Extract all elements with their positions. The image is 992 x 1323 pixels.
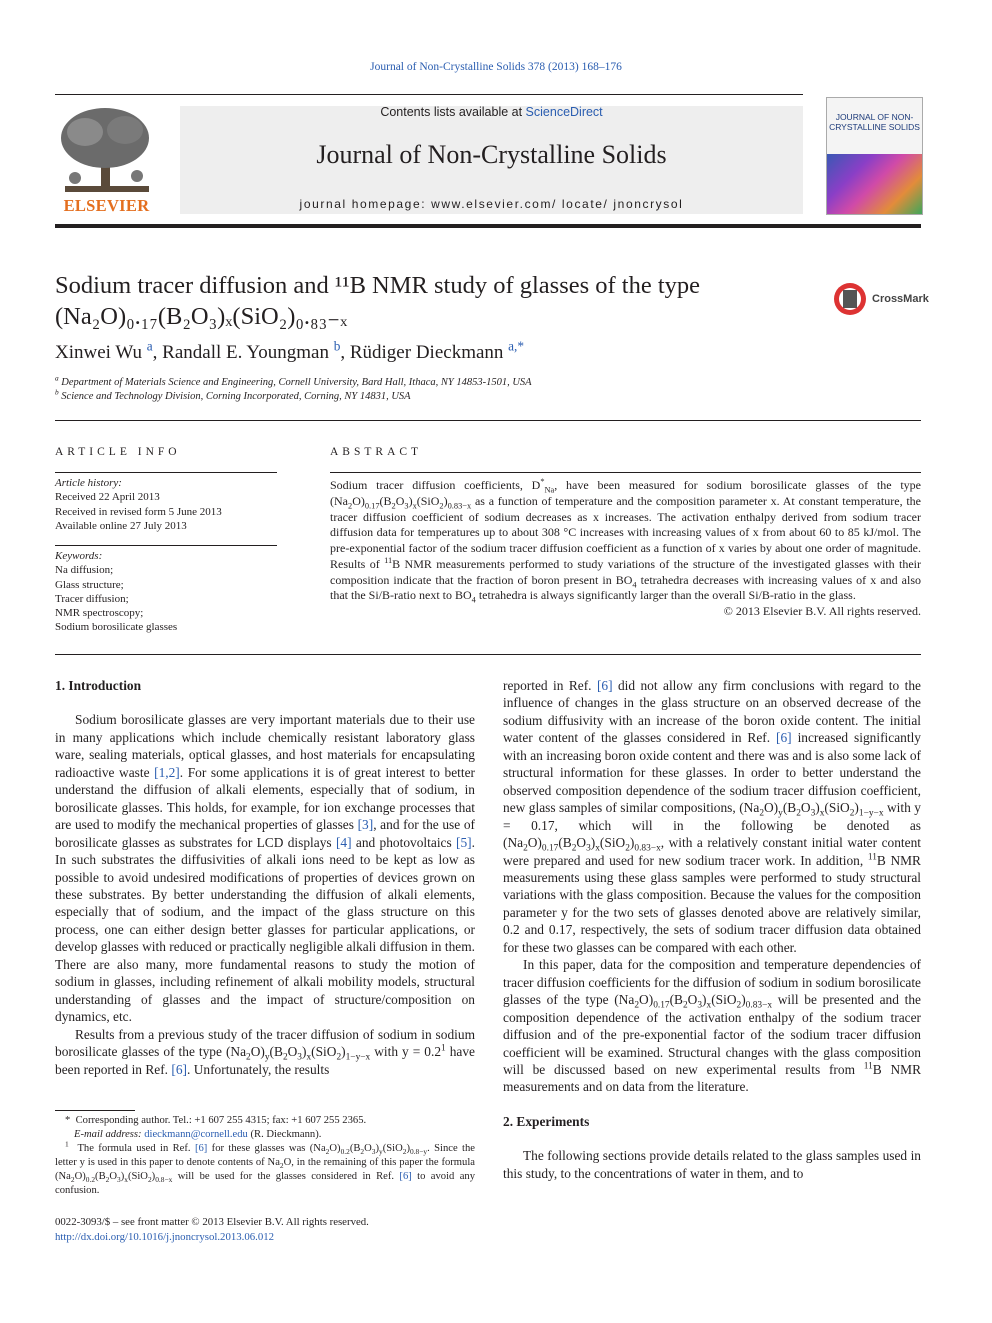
keyword: Tracer diffusion;	[55, 592, 129, 605]
experiments-heading: 2. Experiments	[503, 1113, 590, 1129]
history-item: Received 22 April 2013	[55, 491, 160, 504]
affil-mark: b	[55, 387, 59, 397]
article-title	[55, 270, 815, 332]
elsevier-wordmark: ELSEVIER	[63, 196, 150, 215]
intro-heading: 1. Introduction	[55, 678, 142, 693]
ref-link[interactable]: [6]	[194, 1143, 208, 1155]
journal-cover-image	[826, 97, 923, 215]
ref-link[interactable]: [3]	[357, 817, 374, 833]
right-column	[503, 677, 921, 1182]
affiliation-b	[55, 387, 411, 402]
author-affil-mark[interactable]: b	[333, 338, 341, 354]
ref-link[interactable]: [6]	[596, 678, 613, 693]
paragraph: In this paper, data for the composition and temperature dependencies of tracer diffusion coefficients for the diffusion of sodium in sodium borosilicate glasses of the type $(Na_2O)_{0.17}(B_2O_3)_x(SiO_2)_{0.83-x}$ will be presented and the composition dependence of the activation enthalpy of the sodium tracer diffusion and of the pre-exponential factor of the sodium tracer diffusion coefficient will be examined. Structural changes with the glass composition will be discussed based on new experimental results from $^{11}$B NMR measurements and on data from the literature.	[503, 957, 922, 1095]
footnote-1: $^1$ The formula used in Ref. [6] for these glasses was $(Na_2O)_{0.2}(B_2O_3)_y(SiO_2)_{0.8-y}$. Since the letter y is used in this paper to denote contents of $Na_2O$, in the remaining of this paper the formula $(Na_2O)_{0.2}(B_2O_3)_x(SiO_2)_{0.8-x}$ will be used for the glasses considered in Ref. [6] to avoid any confusion.	[55, 1139, 475, 1197]
keyword: Glass structure;	[55, 578, 124, 591]
footnote-rule	[55, 1110, 135, 1111]
article-info-heading: ARTICLE INFO	[55, 446, 181, 458]
header-thick-rule	[55, 224, 921, 228]
author-name: Randall E. Youngman	[162, 342, 329, 363]
journal-homepage[interactable]: journal homepage: www.elsevier.com/ locate/ jnoncrysol	[299, 197, 684, 211]
footnotes	[55, 1114, 475, 1199]
abstract-rule	[330, 472, 921, 473]
affiliation-a	[55, 373, 532, 388]
footnote-text: Corresponding author. Tel.: +1 607 255 4315; fax: +1 607 255 2365.	[75, 1115, 367, 1126]
ref-link[interactable]: [4]	[335, 834, 352, 850]
abstract-copyright: © 2013 Elsevier B.V. All rights reserved.	[723, 604, 921, 618]
keywords-label: Keywords:	[55, 550, 103, 562]
info-rule	[55, 545, 277, 546]
keyword: NMR spectroscopy;	[55, 607, 144, 620]
affil-mark: a	[55, 373, 59, 383]
paragraph: reported in Ref. [6] did not allow any firm conclusions with regard to the influence of changes in the glass structure on an observed decrease of the sodium diffusivity with an increase of the boron oxide content. The initial water content of the glasses considered in Ref. [6] increased significantly with an increasing boron oxide content and there was and is also some lack of structural information for these glasses. In order to better understand the observed composition dependence of the sodium tracer diffusion coefficient, new glass samples of similar compositions, $(Na_2O)_y(B_2O_3)_x(SiO_2)_{1-y-x}$ with y = 0.17, which will in the following be denoted as $(Na_2O)_{0.17}(B_2O_3)_x(SiO_2)_{0.83-x}$, with a relatively constant initial water content were prepared and used for new sodium tracer work. In addition, $^{11}$B NMR measurements using these glass samples were performed to study structural variations with the glass composition. Because the values for the composition parameter y for the two sets of glasses denoted above are relatively similar, 0.2 and 0.17, respectively, the sets of sodium tracer diffusion data obtained for these two glasses can be compared with each other.	[503, 678, 921, 955]
bottom-info	[55, 1215, 369, 1244]
sciencedirect-link[interactable]: ScienceDirect	[525, 105, 603, 119]
ref-link[interactable]: [6]	[399, 1171, 412, 1183]
keyword: Sodium borosilicate glasses	[55, 621, 178, 634]
article-history	[55, 476, 277, 533]
crossmark-badge[interactable]	[832, 281, 929, 317]
ref-link[interactable]: [1,2]	[154, 764, 180, 780]
crossmark-icon	[832, 281, 868, 317]
footnote-corresponding	[55, 1114, 475, 1128]
affil-text: Department of Materials Science and Engineering, Cornell University, Bard Hall, Ithaca, NY 14853-1501, USA	[61, 377, 532, 388]
author-affil-mark[interactable]: a,*	[508, 338, 525, 354]
left-column	[55, 677, 475, 1078]
paragraph: Results from a previous study of the tracer diffusion of sodium in sodium borosilicate glasses of the type $(Na_2O)_y(B_2O_3)_x(SiO_2)_{1-y-x}$ with $y = 0.2^1$ have been reported in Ref. [6]. Unfortunately, the results	[55, 1026, 475, 1077]
issn-line: 0022-3093/$ – see front matter © 2013 Elsevier B.V. All rights reserved.	[55, 1216, 369, 1228]
email-link[interactable]: dieckmann@cornell.edu	[144, 1129, 248, 1141]
ref-link[interactable]: [6]	[776, 730, 792, 746]
ref-link[interactable]: [6]	[171, 1061, 188, 1077]
affil-text: Science and Technology Division, Corning Incorporated, Corning, NY 14831, USA	[61, 391, 411, 402]
history-item: Received in revised form 5 June 2013	[55, 505, 222, 518]
paragraph: Sodium borosilicate glasses are very important materials due to their use in many applications which include chemically resistant laboratory glass ware, sealing materials, optical glasses, and host materials for encapsulating radioactive waste [1,2]. For some applications it is of great interest to better understand the diffusion of alkali elements, especially that of sodium, in borosilicate glasses. This holds, for example, for ion exchange processes that are used to modify the mechanical properties of glasses [3], and for the use of borosilicate glasses as substrates for LCD displays [4] and photovoltaics [5]. In such substrates the diffusivities of alkali ions need to be kept as low as possible to avoid undesired modifications of properties of devices grown on these substrates. By better understanding the diffusion of alkali elements, especially that of sodium, and the impact of the glass structure on this process, one can either design better glasses for particular applications, or develop glasses with reduced or practically negligible alkali diffusion in them. There are also many, more fundamental reasons to study the motion of sodium in glasses, including refinement of alkali mobility models, structural understanding of glasses and the impact of structure/composition on dynamics, etc.	[55, 712, 476, 1025]
title-line-1: Sodium tracer diffusion and ¹¹B NMR study of glasses of the type	[55, 272, 701, 299]
journal-citation[interactable]: Journal of Non-Crystalline Solids 378 (2013) 168–176	[370, 61, 622, 73]
history-item: Available online 27 July 2013	[55, 519, 187, 532]
author-name: Rüdiger Dieckmann	[349, 342, 504, 363]
email-suffix: (R. Dieckmann).	[250, 1129, 322, 1141]
cover-title: JOURNAL OF NON-CRYSTALLINE SOLIDS	[829, 112, 920, 132]
author-list: Xinwei Wu $^a$, Randall E. Youngman $^b$, Rüdiger Dieckmann $^{a,*}$	[55, 338, 525, 363]
ref-link[interactable]: [5]	[456, 834, 472, 850]
author-name: Xinwei Wu	[55, 342, 143, 363]
info-rule	[55, 472, 277, 473]
abstract-body: Sodium tracer diffusion coefficients, $D^*_{Na}$, have been measured for sodium borosilicate glasses of the type $(Na_2O)_{0.17}(B_2O_3)_x(SiO_2)_{0.83-x}$ as a function of temperature and the composition parameter x. At constant temperature, the tracer diffusion coefficient of sodium decreases as x increases. The activation enthalpy derived from sodium tracer diffusion data for temperatures up to about 308 °C increases with increasing values of x from about 60 to 85 kJ/mol. The pre-exponential factor of the sodium tracer diffusion coefficient as a function of x varies by about one order of magnitude. Results of $^{11}$B NMR measurements performed to study variations of the structure of the investigated glasses with their composition indicate that the fraction of boron present in $BO_4$ tetrahedra decreases with increasing values of x and also that the Si/B-ratio next to $BO_4$ tetrahedra is always significantly larger than the overall Si/B-ratio in the glass. © 2013 Elsevier B.V. All rights reserved.	[330, 477, 922, 618]
doi-link[interactable]: http://dx.doi.org/10.1016/j.jnoncrysol.2013.06.012	[55, 1230, 275, 1243]
keywords	[55, 549, 277, 635]
abstract-heading: ABSTRACT	[330, 446, 423, 458]
body-top-rule	[55, 654, 921, 655]
author-affil-mark[interactable]: a	[146, 338, 153, 354]
header-top-rule	[55, 94, 803, 95]
keyword: Na diffusion;	[55, 564, 114, 577]
footnote-star: *	[65, 1115, 71, 1126]
paragraph: The following sections provide details related to the glass samples used in this study, to the concentrations of water in them, and to	[503, 1148, 921, 1181]
contents-prefix: Contents lists available at	[380, 105, 526, 119]
info-top-rule	[55, 420, 921, 421]
contents-line	[180, 105, 803, 119]
cover-artwork	[827, 154, 922, 214]
history-label: Article history:	[55, 477, 122, 489]
journal-title: Journal of Non-Crystalline Solids	[316, 140, 667, 169]
title-line-2: (Na₂O)₀.₁₇(B₂O₃)ₓ(SiO₂)₀.₈₃₋ₓ	[55, 303, 348, 330]
email-label: E-mail address:	[74, 1129, 142, 1141]
footnote-email	[55, 1128, 475, 1142]
crossmark-label: CrossMark	[872, 293, 929, 305]
